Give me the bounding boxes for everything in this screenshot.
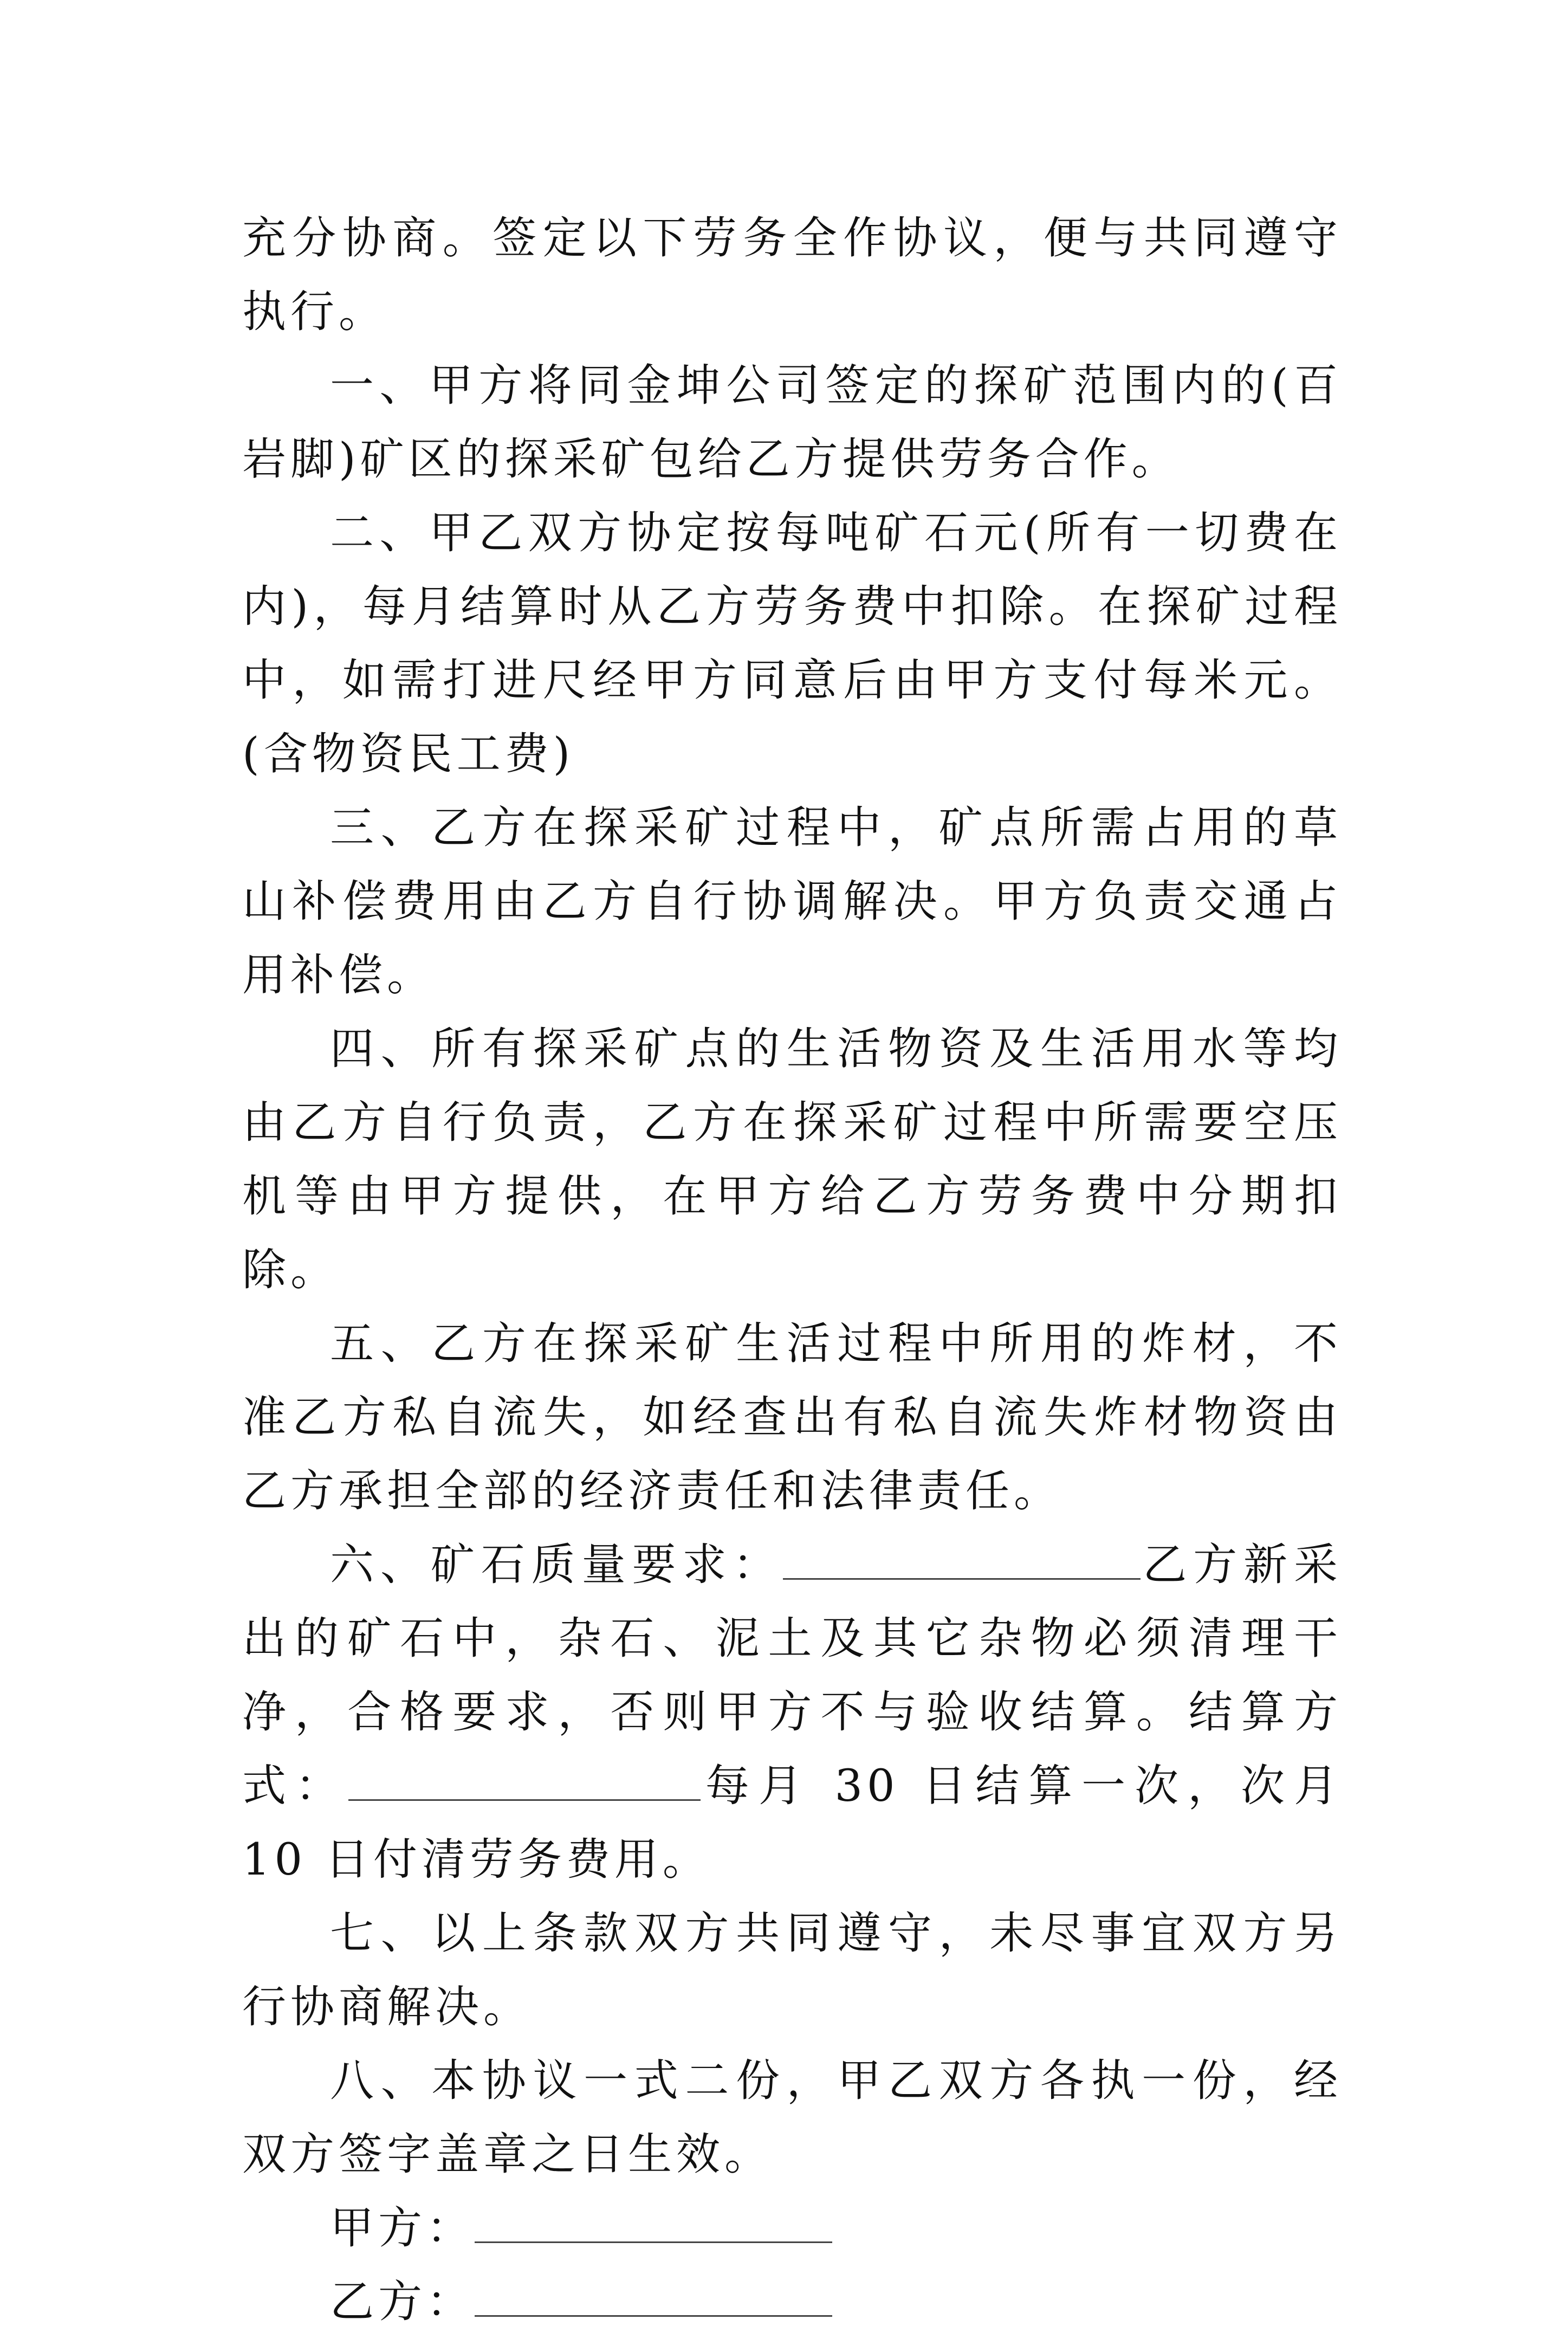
clause-4: 四、所有探采矿点的生活物资及生活用水等均由乙方自行负责，乙方在探采矿过程中所需要空压机等由甲方提供，在甲方给乙方劳务费中分期扣除。 xyxy=(242,1024,1342,1296)
party-b-label: 乙方： xyxy=(330,2277,475,2328)
clause-6-middle-text: 乙方新采出的矿石中，杂石、泥土及其它杂物必须清理干净，合格要求，否则甲方不与验收结算。结算方式： xyxy=(242,1540,1342,1812)
clause-2: 二、甲乙双方协定按每吨矿石元(所有一切费在内)，每月结算时从乙方劳务费中扣除。在探矿过程中，如需打进尺经甲方同意后由甲方支付每米元。(含物资民工费) xyxy=(242,508,1342,780)
party-a-label: 甲方： xyxy=(330,2203,475,2254)
party-a-blank xyxy=(475,2204,832,2243)
settlement-method-blank xyxy=(348,1761,701,1801)
clause-8: 八、本协议一式二份，甲乙双方各执一份，经双方签字盖章之日生效。 xyxy=(242,2056,1342,2180)
quality-requirement-blank xyxy=(783,1540,1141,1580)
intro-paragraph: 充分协商。签定以下劳务全作协议，便与共同遵守执行。 xyxy=(242,213,1342,338)
clause-6-settlement-text: 每月 30 日结算一次，次月 10 日付清劳务费用。 xyxy=(242,1761,1342,1885)
party-b-blank xyxy=(475,2277,832,2317)
party-b-signature xyxy=(242,2265,1342,2339)
clause-3: 三、乙方在探采矿过程中，矿点所需占用的草山补偿费用由乙方自行协调解决。甲方负责交通占用补偿。 xyxy=(242,803,1342,1001)
agreement-text xyxy=(242,202,1342,2339)
clause-6-quality-label: 六、矿石质量要求： xyxy=(330,1540,783,1591)
clause-7: 七、以上条款双方共同遵守，未尽事宜双方另行协商解决。 xyxy=(242,1908,1342,2033)
clause-1: 一、甲方将同金坤公司签定的探矿范围内的(百岩脚)矿区的探采矿包给乙方提供劳务合作。 xyxy=(242,360,1342,485)
clause-5: 五、乙方在探采矿生活过程中所用的炸材，不准乙方私自流失，如经查出有私自流失炸材物资由乙方承担全部的经济责任和法律责任。 xyxy=(242,1319,1342,1517)
party-a-signature xyxy=(242,2192,1342,2265)
clause-6 xyxy=(242,1528,1342,1897)
